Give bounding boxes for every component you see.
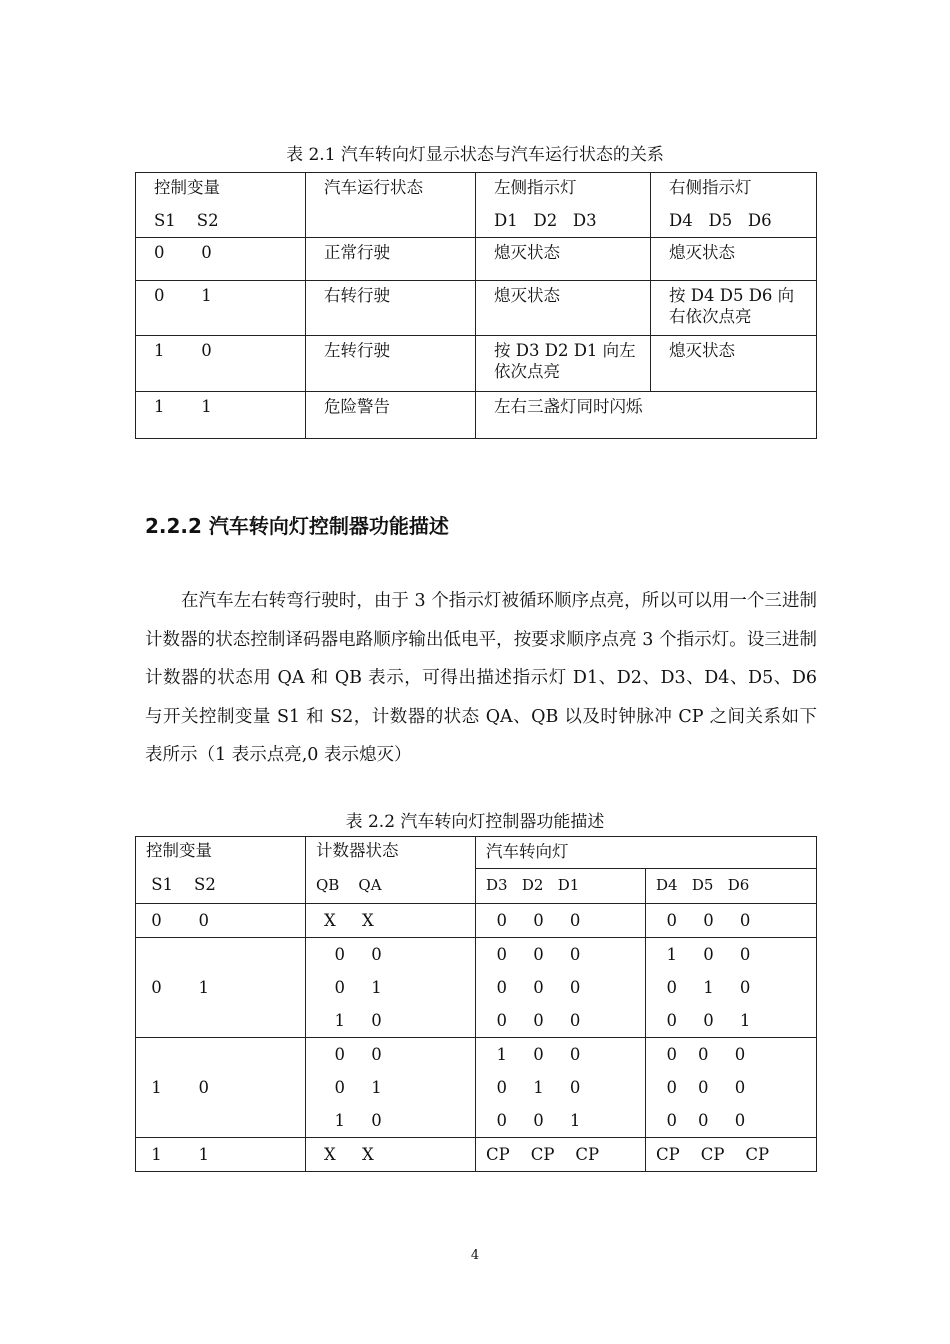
turn-signal-header [476,837,817,869]
counter-state-cell [306,1038,476,1138]
cell-line: 控制变量 [146,841,212,860]
table1-row [136,392,817,439]
header-subtitle: D1 D2 D3 [494,211,597,230]
header-subtitle: QB QA [316,876,382,894]
cell-line: 右侧指示灯 [669,178,752,197]
cell-value: CP CP CP [486,1145,600,1164]
vehicle-state-cell [306,281,476,336]
control-variables-cell [136,938,306,1038]
cell-value: 0 0 [146,911,209,930]
cell-value: 0 0 [324,1045,382,1064]
table2-row [136,904,817,938]
cell-line: 正常行驶 [324,243,390,262]
cell-value: 1 0 0 [486,1045,581,1064]
counter-state-header [306,837,476,904]
table2-caption: 表 2.2 汽车转向灯控制器功能描述 [345,812,605,832]
cell-line: 按 D4 D5 D6 向右依次点亮 [669,286,795,326]
cell-value: 0 1 0 [486,1078,581,1097]
cell-value: X X [324,1145,374,1164]
cell-line: 控制变量 [154,178,220,197]
section-heading: 2.2.2 汽车转向灯控制器功能描述 [145,514,449,538]
cell-line: 汽车运行状态 [324,178,423,197]
cell-value: 0 0 0 [486,945,581,964]
right-lamps-header [646,869,817,904]
right-lamps-cell [646,1038,817,1138]
header-subtitle: D4 D5 D6 [669,211,772,230]
cell-value: 0 1 [324,1078,382,1097]
cell-value: 0 0 [324,945,382,964]
table1-header-cell [651,173,817,238]
both-indicators-cell [476,392,817,439]
table1-row [136,281,817,336]
counter-state-cell [306,938,476,1038]
right-lamps-cell [646,1138,817,1172]
table1-caption: 表 2.1 汽车转向灯显示状态与汽车运行状态的关系 [286,145,664,165]
cell-line: 左右三盏灯同时闪烁 [494,397,643,416]
table2-controller-function [135,836,817,1172]
cell-line: 0 1 [154,286,212,305]
cell-line: 左侧指示灯 [494,178,577,197]
cell-value: CP CP CP [656,1145,770,1164]
counter-state-cell [306,904,476,938]
left-lamps-header [476,869,646,904]
cell-line: 计数器状态 [316,841,399,860]
cell-value: 1 1 [146,1145,209,1164]
control-variables-cell [136,392,306,439]
left-indicator-cell [476,281,651,336]
table1-header-row [136,173,817,238]
cell-value: 0 0 0 [486,911,581,930]
table1-row [136,336,817,392]
cell-value: 0 0 1 [486,1111,581,1130]
table2-row [136,1038,817,1138]
vehicle-state-cell [306,392,476,439]
table1-header-cell [306,173,476,238]
cell-value: 1 0 0 [656,945,751,964]
table1-header-cell [476,173,651,238]
control-variables-cell [136,281,306,336]
cell-value: 1 0 [324,1111,382,1130]
counter-state-cell [306,1138,476,1172]
right-indicator-cell [651,281,817,336]
left-lamps-cell [476,904,646,938]
cell-line: 熄灭状态 [669,243,735,262]
cell-line: 0 0 [154,243,212,262]
cell-line: 熄灭状态 [669,341,735,360]
cell-value: 0 0 0 [486,1011,581,1030]
control-variables-cell [136,336,306,392]
paragraph-text: 在汽车左右转弯行驶时，由于 3 个指示灯被循环顺序点亮，所以可以用一个三进制计数器的状态控制译码器电路顺序输出低电平，按要求顺序点亮 3 个指示灯。设三进制计数器的状态用 QA 和 QB 表示，可得出描述指示灯 D1、D2、D3、D4、D5、D6 与开关控制变量 S1 和 S2，计数器的状态 QA、QB 以及时钟脉冲 CP 之间关系如下表所示（1 表示点亮,0 表示熄灭） [145,591,817,765]
table2-header-row [136,837,817,869]
page-number: 4 [470,1248,480,1263]
control-variables-cell [136,1138,306,1172]
header-subtitle: S1 S2 [154,211,219,230]
vehicle-state-cell [306,238,476,281]
cell-value: 0 0 1 [656,1011,751,1030]
cell-value: 0 1 0 [656,978,751,997]
control-variables-cell [136,1038,306,1138]
left-indicator-cell [476,238,651,281]
cell-line: 熄灭状态 [494,286,560,305]
left-indicator-cell [476,336,651,392]
cell-line: D4 D5 D6 [656,876,750,894]
table1-turn-signal-states [135,172,817,439]
cell-line: 汽车转向灯 [486,842,569,861]
cell-value: 0 0 0 [656,911,751,930]
right-indicator-cell [651,238,817,281]
cell-value: 0 1 [146,978,209,997]
table1-row [136,238,817,281]
cell-value: 0 0 0 [656,1111,746,1130]
cell-value: 0 0 0 [486,978,581,997]
table1-header-cell [136,173,306,238]
cell-line: 右转行驶 [324,286,390,305]
cell-line: 熄灭状态 [494,243,560,262]
vehicle-state-cell [306,336,476,392]
right-indicator-cell [651,336,817,392]
left-lamps-cell [476,1038,646,1138]
cell-line: 左转行驶 [324,341,390,360]
cell-value: 1 0 [324,1011,382,1030]
table2-row [136,1138,817,1172]
header-subtitle: S1 S2 [146,875,216,894]
table2-row [136,938,817,1038]
right-lamps-cell [646,904,817,938]
left-lamps-cell [476,938,646,1038]
body-paragraph [145,582,817,775]
control-variables-cell [136,238,306,281]
control-variables-header [136,837,306,904]
cell-line: 1 0 [154,341,212,360]
cell-value: 0 1 [324,978,382,997]
cell-line: 1 1 [154,397,212,416]
right-lamps-cell [646,938,817,1038]
cell-value: 0 0 0 [656,1045,746,1064]
cell-value: X X [324,911,374,930]
left-lamps-cell [476,1138,646,1172]
cell-value: 0 0 0 [656,1078,746,1097]
cell-line: 按 D3 D2 D1 向左依次点亮 [494,341,636,381]
control-variables-cell [136,904,306,938]
cell-line: D3 D2 D1 [486,876,580,894]
cell-line: 危险警告 [324,397,390,416]
cell-value: 1 0 [146,1078,209,1097]
